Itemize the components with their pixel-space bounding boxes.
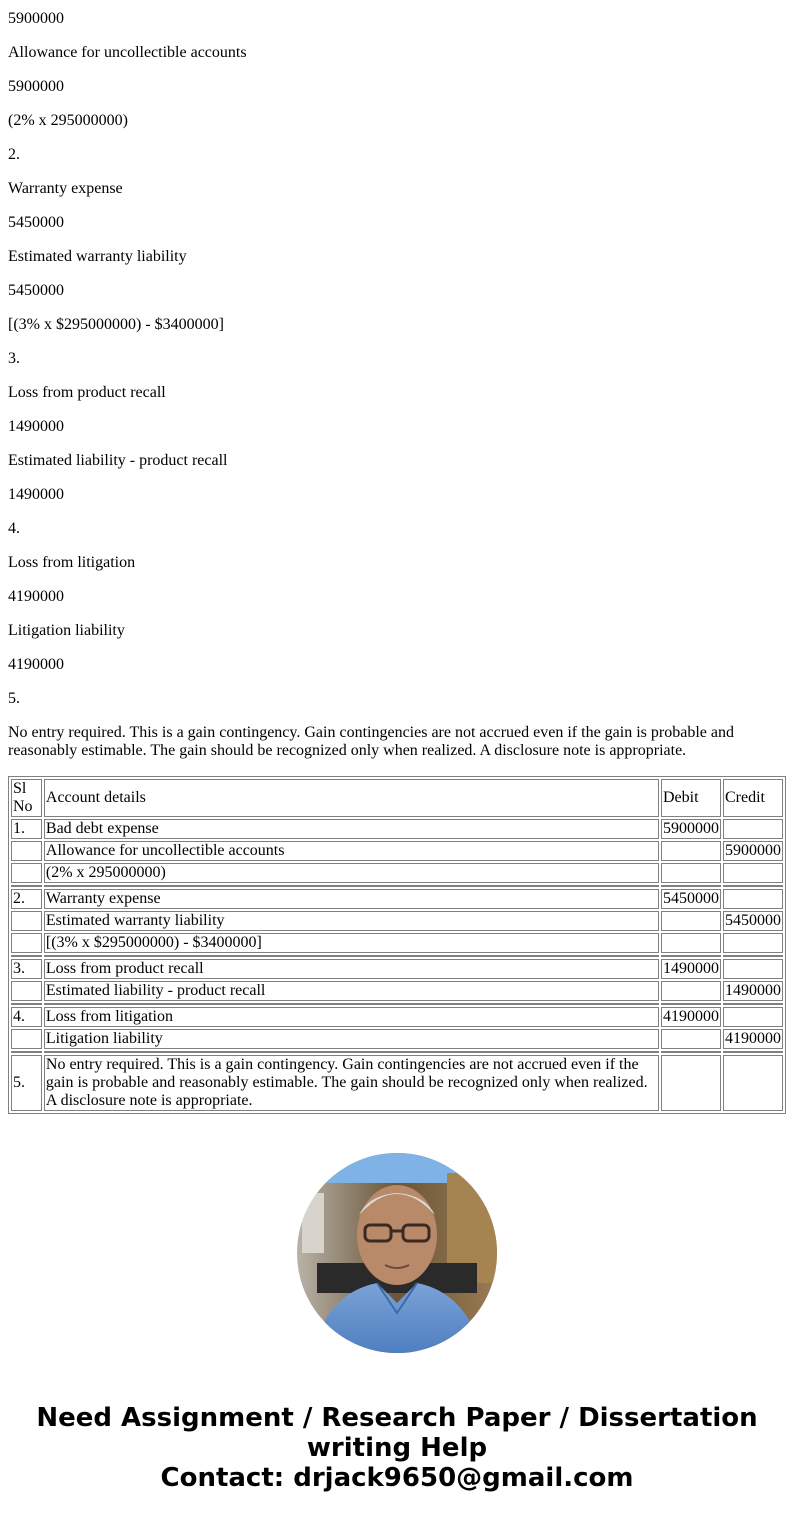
- cell-debit: [661, 841, 721, 861]
- separator-cell: [661, 955, 721, 957]
- cell-credit: [723, 1055, 783, 1111]
- separator-cell: [11, 1003, 42, 1005]
- cell-credit: [723, 889, 783, 909]
- cell-account-details: No entry required. This is a gain contingency. Gain contingencies are not accrued even if the gain is probable and reasonably estimable. The gain should be recognized only when realized. A disclosure note is appropriate.: [44, 1055, 659, 1111]
- separator-cell: [44, 1051, 659, 1053]
- separator-cell: [723, 1003, 783, 1005]
- cell-sl-no: [11, 863, 42, 883]
- separator-cell: [44, 1003, 659, 1005]
- cell-credit: [723, 863, 783, 883]
- paragraph: 2.: [8, 146, 20, 163]
- contact-email: Contact: drjack9650@gmail.com: [160, 1463, 634, 1493]
- table-row: [11, 1007, 783, 1027]
- table-row: [11, 841, 783, 861]
- cell-account-details: Estimated warranty liability: [44, 911, 659, 931]
- paragraph: 3.: [8, 350, 20, 367]
- separator-cell: [661, 885, 721, 887]
- separator-cell: [723, 1051, 783, 1053]
- promo-footer: [0, 1403, 794, 1493]
- paragraph-list: [8, 0, 786, 708]
- separator-cell: [11, 885, 42, 887]
- paragraph: 1490000: [8, 486, 64, 503]
- cell-debit: [661, 1029, 721, 1049]
- paragraph: 4.: [8, 520, 20, 537]
- table-header-row: [11, 779, 783, 817]
- cell-debit: [661, 981, 721, 1001]
- group-separator: [11, 885, 783, 887]
- cell-debit: [661, 1055, 721, 1111]
- separator-cell: [44, 955, 659, 957]
- paragraph: (2% x 295000000): [8, 112, 128, 129]
- cell-debit: 5450000: [662, 890, 719, 907]
- table-row: [11, 911, 783, 931]
- paragraph: 4190000: [8, 656, 64, 673]
- cell-credit: 4190000: [723, 1029, 783, 1049]
- separator-cell: [661, 1051, 721, 1053]
- header-credit: Credit: [723, 779, 783, 817]
- header-debit: Debit: [661, 779, 721, 817]
- table-row: [11, 889, 783, 909]
- cell-credit: 1490000: [723, 981, 783, 1001]
- promo-headline: Need Assignment / Research Paper / Dissertation writing Help: [36, 1403, 758, 1463]
- cell-account-details: Warranty expense: [44, 889, 659, 909]
- paragraph: 4190000: [8, 588, 64, 605]
- table-row: [11, 863, 783, 883]
- paragraph: Litigation liability: [8, 622, 125, 639]
- cell-debit: 5900000: [662, 820, 719, 837]
- cell-account-details: Litigation liability: [44, 1029, 659, 1049]
- paragraph: Estimated liability - product recall: [8, 452, 228, 469]
- cell-sl-no: 3.: [11, 959, 42, 979]
- cell-sl-no: 5.: [11, 1055, 42, 1111]
- cell-credit: [723, 933, 783, 953]
- cell-debit: 4190000: [662, 1008, 719, 1025]
- cell-sl-no: 2.: [11, 889, 42, 909]
- author-photo: [297, 1153, 497, 1353]
- paragraph: 5900000: [8, 10, 64, 27]
- cell-sl-no: 1.: [11, 819, 42, 839]
- paragraph: Warranty expense: [8, 180, 123, 197]
- table-row: [11, 1029, 783, 1049]
- cell-sl-no: 4.: [11, 1007, 42, 1027]
- table-row: [11, 933, 783, 953]
- paragraph: Estimated warranty liability: [8, 248, 187, 265]
- cell-sl-no: [11, 841, 42, 861]
- cell-debit: 1490000: [662, 960, 719, 977]
- gain-contingency-note: No entry required. This is a gain contingency. Gain contingencies are not accrued even if the gain is probable and reasonably estimable. The gain should be recognized only when realized. A disclosure note is appropriate.: [8, 724, 734, 759]
- cell-credit: 5900000: [723, 841, 783, 861]
- cell-debit: [661, 911, 721, 931]
- paragraph: 1490000: [8, 418, 64, 435]
- table-row: [11, 1055, 783, 1111]
- author-portrait-image: [297, 1153, 497, 1353]
- paragraph: Loss from product recall: [8, 384, 166, 401]
- paragraph: [(3% x $295000000) - $3400000]: [8, 316, 224, 333]
- cell-sl-no: [11, 911, 42, 931]
- cell-account-details: Bad debt expense: [44, 819, 659, 839]
- paragraph: 5900000: [8, 78, 64, 95]
- cell-account-details: Loss from litigation: [44, 1007, 659, 1027]
- cell-sl-no: [11, 981, 42, 1001]
- cell-account-details: Estimated liability - product recall: [44, 981, 659, 1001]
- cell-credit: [723, 819, 783, 839]
- separator-cell: [723, 955, 783, 957]
- cell-credit: 5450000: [723, 911, 783, 931]
- separator-cell: [723, 885, 783, 887]
- group-separator: [11, 1051, 783, 1053]
- cell-sl-no: [11, 1029, 42, 1049]
- cell-credit: [723, 1007, 783, 1027]
- cell-account-details: Loss from product recall: [44, 959, 659, 979]
- cell-account-details: (2% x 295000000): [44, 863, 659, 883]
- table-row: [11, 981, 783, 1001]
- separator-cell: [44, 885, 659, 887]
- table-row: [11, 959, 783, 979]
- paragraph: 5450000: [8, 282, 64, 299]
- journal-entries-table: [8, 776, 786, 1114]
- paragraph: 5.: [8, 690, 20, 707]
- header-account-details: Account details: [44, 779, 659, 817]
- paragraph: Loss from litigation: [8, 554, 136, 571]
- cell-credit: [723, 959, 783, 979]
- group-separator: [11, 955, 783, 957]
- separator-cell: [11, 955, 42, 957]
- cell-sl-no: [11, 933, 42, 953]
- cell-debit: [661, 863, 721, 883]
- paragraph: Allowance for uncollectible accounts: [8, 44, 247, 61]
- cell-account-details: Allowance for uncollectible accounts: [44, 841, 659, 861]
- paragraph: 5450000: [8, 214, 64, 231]
- header-sl-no: Sl No: [11, 779, 42, 817]
- cell-account-details: [(3% x $295000000) - $3400000]: [44, 933, 659, 953]
- separator-cell: [11, 1051, 42, 1053]
- cell-debit: [661, 933, 721, 953]
- table-row: [11, 819, 783, 839]
- group-separator: [11, 1003, 783, 1005]
- separator-cell: [661, 1003, 721, 1005]
